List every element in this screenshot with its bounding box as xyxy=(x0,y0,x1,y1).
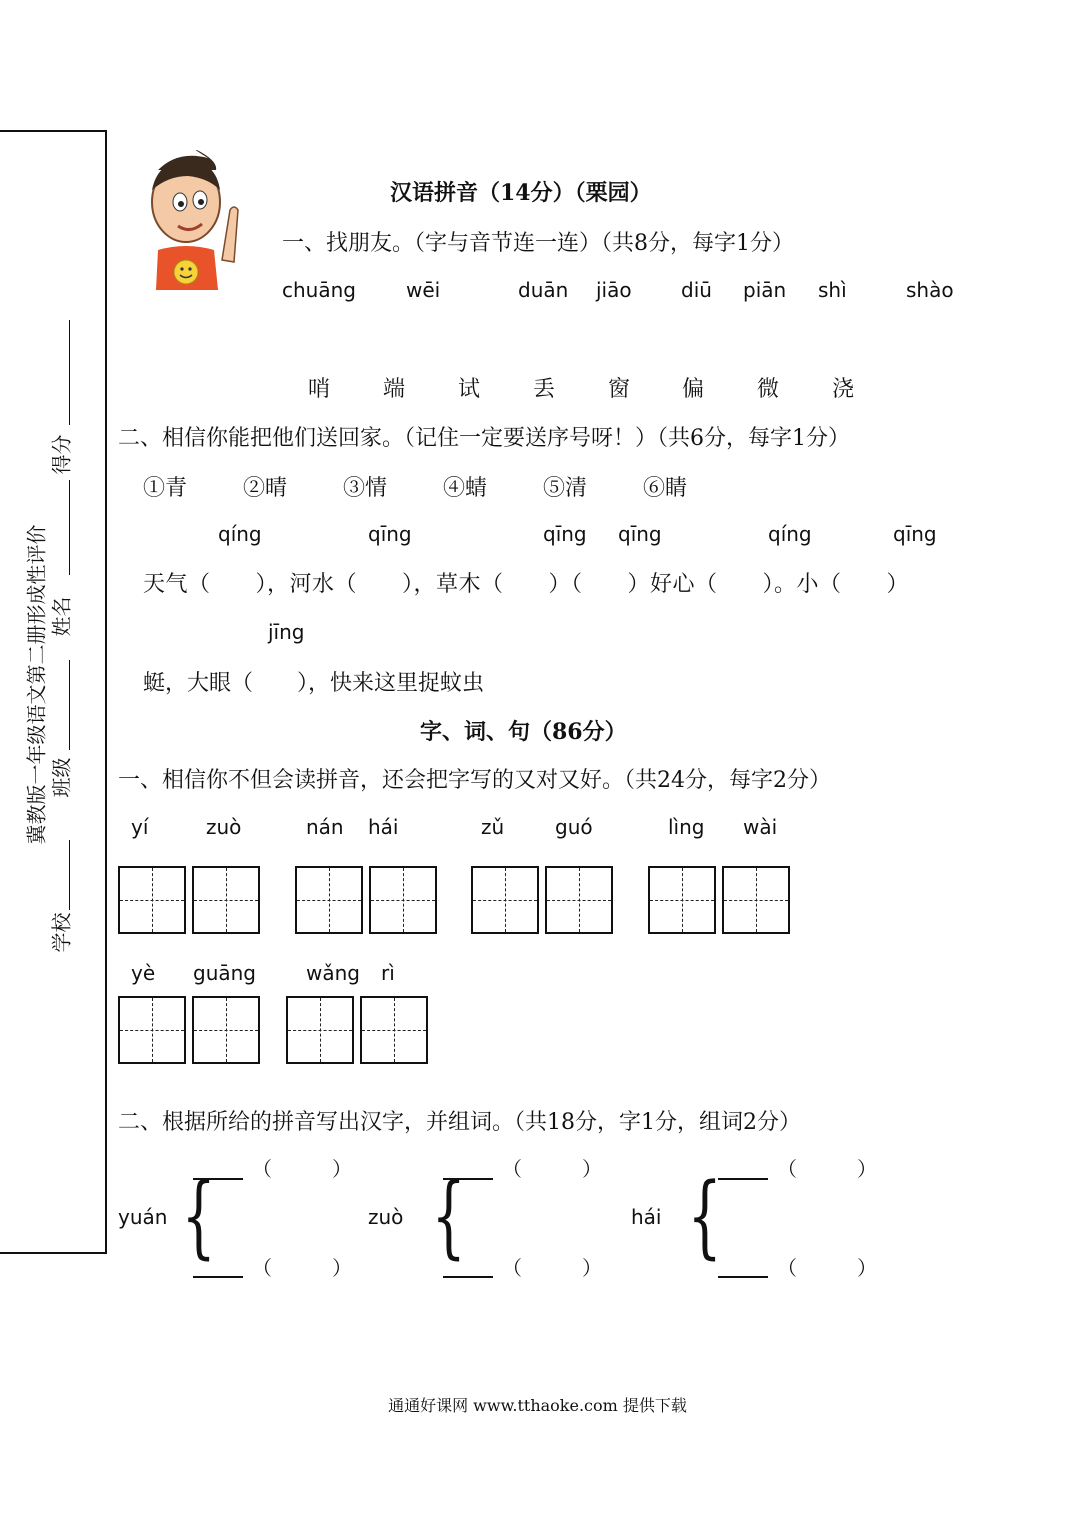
grid-pinyin: wài xyxy=(743,815,778,839)
side-class-label: 班级 xyxy=(49,757,74,798)
writing-cell[interactable] xyxy=(192,866,260,934)
class-field[interactable] xyxy=(69,660,70,750)
match-char[interactable]: 哨 xyxy=(308,377,331,402)
word-paren[interactable]: （ ） xyxy=(502,1256,602,1280)
writing-grid-pair xyxy=(295,866,437,934)
grid-pinyin: nán xyxy=(306,815,344,839)
sentence-pinyin: qíng xyxy=(768,522,812,546)
name-field[interactable] xyxy=(69,480,70,575)
answer-line[interactable] xyxy=(193,1178,243,1180)
brace-icon: { xyxy=(687,1164,722,1269)
writing-grid-pair xyxy=(286,996,428,1064)
sentence-pinyin: qīng xyxy=(368,522,412,546)
match-char[interactable]: 窗 xyxy=(608,377,631,402)
grid-pinyin: yè xyxy=(131,961,156,985)
match-char[interactable]: 试 xyxy=(458,377,481,402)
word-paren[interactable]: （ ） xyxy=(252,1256,352,1280)
group-pinyin: hái xyxy=(631,1205,662,1229)
syllable[interactable]: jiāo xyxy=(596,278,632,302)
writing-cell[interactable] xyxy=(286,996,354,1064)
char-section-title: 字、词、句（86分） xyxy=(420,719,627,745)
writing-cell[interactable] xyxy=(360,996,428,1064)
writing-cell[interactable] xyxy=(192,996,260,1064)
side-school-label: 学校 xyxy=(49,912,74,953)
grid-pinyin: lìng xyxy=(668,815,705,839)
syllable[interactable]: duān xyxy=(518,278,569,302)
writing-cell[interactable] xyxy=(722,866,790,934)
answer-line[interactable] xyxy=(443,1276,493,1278)
char-option: ①青 xyxy=(143,476,188,501)
match-char[interactable]: 浇 xyxy=(832,377,855,402)
writing-grid-pair xyxy=(118,996,260,1064)
writing-grid-pair xyxy=(648,866,790,934)
binding-strip xyxy=(0,130,107,1254)
fill-sentence-1[interactable]: 天气（ ），河水（ ），草木（ ）（ ）好心（ ）。小（ ） xyxy=(143,572,910,597)
char-option: ④蜻 xyxy=(443,476,488,501)
school-field[interactable] xyxy=(69,840,70,910)
answer-line[interactable] xyxy=(193,1276,243,1278)
grid-pinyin: guó xyxy=(555,815,593,839)
sentence-pinyin-2: jīng xyxy=(268,620,305,644)
brace-icon: { xyxy=(181,1164,216,1269)
score-field[interactable] xyxy=(69,320,70,425)
word-paren[interactable]: （ ） xyxy=(777,1256,877,1280)
grid-pinyin: rì xyxy=(381,961,395,985)
word-paren[interactable]: （ ） xyxy=(502,1157,602,1181)
char-option: ⑥睛 xyxy=(643,476,688,501)
writing-cell[interactable] xyxy=(118,996,186,1064)
char-option: ⑤清 xyxy=(543,476,588,501)
q1-title: 一、找朋友。（字与音节连一连）（共8分，每字1分） xyxy=(282,231,794,256)
syllable[interactable]: diū xyxy=(681,278,712,302)
side-title: 冀教版一年级语文第二册形成性评价 xyxy=(24,524,49,845)
word-paren[interactable]: （ ） xyxy=(777,1157,877,1181)
group-pinyin: zuò xyxy=(368,1205,404,1229)
syllable[interactable]: shào xyxy=(906,278,954,302)
writing-cell[interactable] xyxy=(295,866,363,934)
sentence-pinyin: qīng xyxy=(543,522,587,546)
grid-pinyin: zuò xyxy=(206,815,242,839)
grid-pinyin: guāng xyxy=(193,961,256,985)
writing-cell[interactable] xyxy=(118,866,186,934)
syllable[interactable]: shì xyxy=(818,278,847,302)
answer-line[interactable] xyxy=(718,1178,768,1180)
answer-line[interactable] xyxy=(443,1178,493,1180)
match-char[interactable]: 偏 xyxy=(682,377,705,402)
side-score-label: 得分 xyxy=(49,434,74,475)
pinyin-section-title: 汉语拼音（14分）（栗园） xyxy=(390,180,652,206)
writing-cell[interactable] xyxy=(545,866,613,934)
syllable[interactable]: chuāng xyxy=(282,278,356,302)
syllable[interactable]: piān xyxy=(743,278,787,302)
char-option: ③情 xyxy=(343,476,388,501)
sentence-pinyin: qīng xyxy=(893,522,937,546)
match-char[interactable]: 端 xyxy=(383,377,406,402)
syllable[interactable]: wēi xyxy=(406,278,441,302)
grid-pinyin: yí xyxy=(131,815,149,839)
char-option: ②晴 xyxy=(243,476,288,501)
side-name-label: 姓名 xyxy=(49,596,74,637)
match-char[interactable]: 微 xyxy=(757,377,780,402)
sentence-pinyin: qíng xyxy=(218,522,262,546)
grid-pinyin: zǔ xyxy=(481,815,505,839)
grid-pinyin: wǎng xyxy=(306,961,360,985)
group-pinyin: yuán xyxy=(118,1205,168,1229)
writing-grid-pair xyxy=(471,866,613,934)
writing-cell[interactable] xyxy=(471,866,539,934)
writing-cell[interactable] xyxy=(648,866,716,934)
match-char[interactable]: 丢 xyxy=(533,377,556,402)
sentence-pinyin: qīng xyxy=(618,522,662,546)
q2-title: 二、相信你能把他们送回家。（记住一定要送序号呀！）（共6分，每字1分） xyxy=(118,426,850,451)
brace-icon: { xyxy=(431,1164,466,1269)
writing-cell[interactable] xyxy=(369,866,437,934)
word-paren[interactable]: （ ） xyxy=(252,1157,352,1181)
char-q2-title: 二、根据所给的拼音写出汉字，并组词。（共18分，字1分，组词2分） xyxy=(118,1110,801,1135)
char-q1-title: 一、相信你不但会读拼音，还会把字写的又对又好。（共24分，每字2分） xyxy=(118,768,831,793)
writing-grid-pair xyxy=(118,866,260,934)
grid-pinyin: hái xyxy=(368,815,399,839)
footer-credit: 通通好课网 www.tthaoke.com 提供下载 xyxy=(388,1396,687,1415)
fill-sentence-2[interactable]: 蜓，大眼（ ），快来这里捉蚊虫 xyxy=(143,671,485,696)
answer-line[interactable] xyxy=(718,1276,768,1278)
cartoon-boy-image xyxy=(138,150,248,290)
